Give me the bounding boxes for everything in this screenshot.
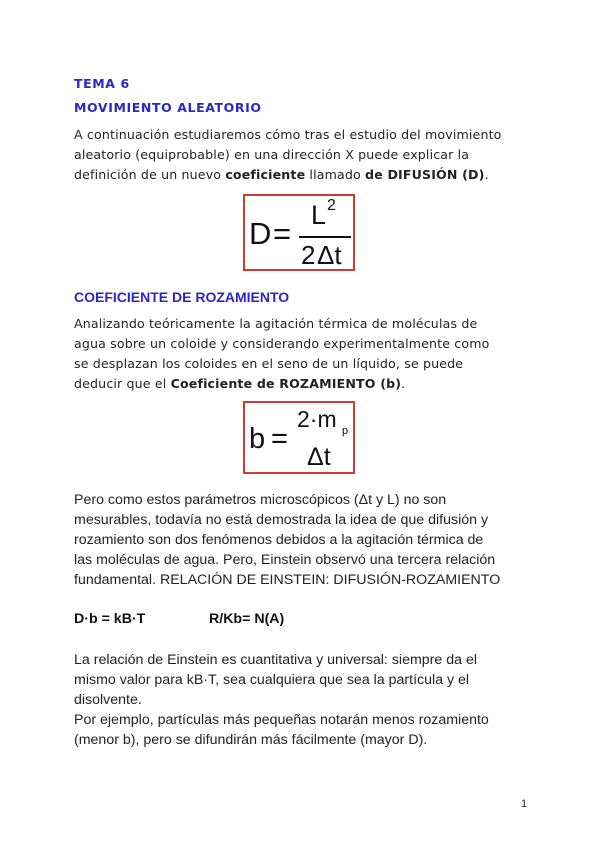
paragraph-intro <box>74 125 502 185</box>
formula-numerator: L <box>311 200 327 230</box>
paragraph-line: aleatorio (equiprobable) en una dirección X puede explicar la <box>74 147 470 162</box>
formula-exponent: 2 <box>327 197 336 214</box>
formula-denominator: Δt <box>307 443 331 471</box>
formula-rozamiento-box <box>243 401 355 474</box>
heading-tema: TEMA 6 <box>74 76 130 91</box>
heading-movimiento-aleatorio: MOVIMIENTO ALEATORIO <box>74 100 262 115</box>
formula-denominator-coef: 2 <box>301 240 316 270</box>
bold-difusion: de DIFUSIÓN (D) <box>365 167 485 182</box>
paragraph-line: rozamiento son dos fenómenos debidos a la agitación térmica de <box>74 532 484 548</box>
equation-einstein: D·b = kB·T <box>74 611 146 627</box>
paragraph-einstein-intro <box>74 490 500 590</box>
formula-denominator: Δt <box>317 240 342 270</box>
paragraph-line: fundamental. RELACIÓN DE EINSTEIN: DIFUSIÓN-ROZAMIENTO <box>74 572 501 588</box>
text-run: deducir que el <box>74 376 171 391</box>
paragraph-line: se desplazan los coloides en el seno de un líquido, se puede <box>74 356 464 371</box>
formula-difusion-box <box>243 194 355 271</box>
formula-equals: = <box>271 423 288 455</box>
bold-coeficiente: coeficiente <box>225 167 306 182</box>
paragraph-line: La relación de Einstein es cuantitativa y universal: siempre da el <box>74 652 477 668</box>
paragraph-line <box>74 165 502 185</box>
page-number: 1 <box>521 798 528 810</box>
paragraph-line: disolvente. <box>74 692 142 708</box>
formula-lhs: D <box>249 216 272 251</box>
paragraph-line <box>74 374 490 394</box>
paragraph-line: A continuación estudiaremos cómo tras el estudio del movimiento <box>74 127 502 142</box>
bold-coeficiente-rozamiento: Coeficiente de ROZAMIENTO (b) <box>170 376 402 391</box>
paragraph-einstein-relation <box>74 650 489 750</box>
paragraph-line: (menor b), pero se difundirán más fácilmente (mayor D). <box>74 732 428 748</box>
formula-numerator: 2·m <box>297 406 337 432</box>
paragraph-line: Pero como estos parámetros microscópicos (Δt y L) no son <box>74 492 447 508</box>
paragraph-rozamiento <box>74 314 490 394</box>
paragraph-line: las moléculas de agua. Pero, Einstein observó una tercera relación <box>74 552 496 568</box>
text-run: definición de un nuevo <box>74 167 226 182</box>
formula-subscript: p <box>342 425 349 437</box>
heading-coeficiente-rozamiento: COEFICIENTE DE ROZAMIENTO <box>74 289 290 305</box>
paragraph-line: agua sobre un coloide y considerando experimentalmente como <box>74 336 490 351</box>
fraction-bar <box>299 236 351 238</box>
text-run: . <box>484 167 489 182</box>
paragraph-line: mesurables, todavía no está demostrada la idea de que difusión y <box>74 512 489 528</box>
paragraph-line: Por ejemplo, partículas más pequeñas notarán menos rozamiento <box>74 712 489 728</box>
paragraph-line: mismo valor para kB·T, sea cualquiera que sea la partícula y el <box>74 672 470 688</box>
text-run: . <box>401 376 406 391</box>
formula-equals: = <box>273 216 292 251</box>
equation-boltzmann: R/Kb= N(A) <box>209 611 285 627</box>
text-run: llamado <box>305 167 366 182</box>
paragraph-line: Analizando teóricamente la agitación térmica de moléculas de <box>74 316 478 331</box>
formula-lhs: b <box>249 423 266 455</box>
